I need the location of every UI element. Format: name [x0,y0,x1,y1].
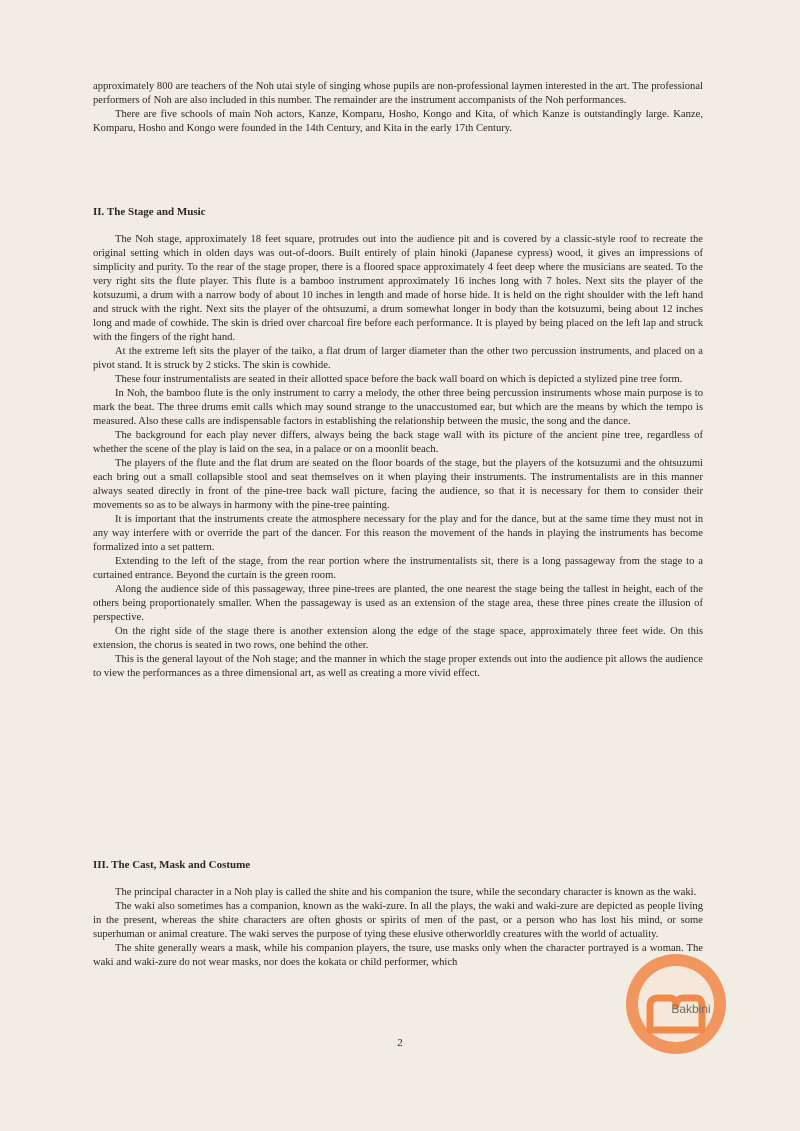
body-paragraph: The principal character in a Noh play is called the shite and his companion the tsure, while the secondary character is known as the waki. [115,887,697,898]
body-paragraph: approximately 800 are teachers of the Noh utai style of singing whose pupils are non-professional laymen interested in the art. The professional performers of Noh are also included in this number. The remainder are the instrument accompanists of the Noh performances. [93,81,703,106]
body-paragraph: At the extreme left sits the player of the taiko, a flat drum of larger diameter than the other two percussion instruments, and placed on a pivot stand. It is struck by 2 sticks. The skin is cowhide. [93,346,703,371]
watermark-logo [620,948,732,1060]
body-paragraph: On the right side of the stage there is another extension along the edge of the stage space, approximately three feet wide. On this extension, the chorus is seated in two rows, one behind the other. [93,626,703,651]
body-paragraph: The waki also sometimes has a companion, known as the waki-zure. In all the plays, the waki and waki-zure are depicted as people living in the present, whereas the shite characters are often ghosts or spirits of men of the past, or a person who has lost his mind, or some superhuman or animal creature. The waki serves the purpose of tying these elusive otherworldly creatures with the world of actuality. [93,901,703,940]
body-paragraph: The shite generally wears a mask, while his companion players, the tsure, use masks only when the character portrayed is a woman. The waki and waki-zure do not wear masks, nor does the kokata or child performer, which [93,943,703,968]
body-paragraph: In Noh, the bamboo flute is the only instrument to carry a melody, the other three being percussion instruments whose main purpose is to mark the beat. The three drums emit calls which may sound strange to the unaccustomed ear, but which are the means by which the tempo is measured. Also these calls are indispensable factors in establishing the relationship between the music, the song and the dance. [93,388,703,427]
body-paragraph: These four instrumentalists are seated in their allotted space before the back wall board on which is depicted a stylized pine tree form. [115,374,683,385]
page-number: 2 [397,1037,403,1049]
section-heading: II. The Stage and Music [93,206,206,218]
body-paragraph: The players of the flute and the flat drum are seated on the floor boards of the stage, but the players of the kotsuzumi and the ohtsuzumi each bring out a small collapsible stool and seat themselves on it when playing their instruments. The instrumentalists are in this manner always seated directly in front of the pine-tree back wall picture, facing the audience, so that it is necessary for them to consider their movements so as to be always in harmony with the pine-tree painting. [93,458,703,511]
body-paragraph: It is important that the instruments create the atmosphere necessary for the play and for the dance, but at the same time they must not in any way interfere with or override the part of the dancer. For this reason the movement of the hands in playing the instruments has become formalized into a set pattern. [93,514,703,553]
body-paragraph: There are five schools of main Noh actors, Kanze, Komparu, Hosho, Kongo and Kita, of which Kanze is outstandingly large. Kanze, Komparu, Hosho and Kongo were founded in the 14th Century, and Kita in the early 17th Century. [93,109,703,134]
body-paragraph: Extending to the left of the stage, from the rear portion where the instrumentalists sit, there is a long passageway from the stage to a curtained entrance. Beyond the curtain is the green room. [93,556,703,581]
body-paragraph: Along the audience side of this passageway, three pine-trees are planted, the one nearest the stage being the tallest in height, each of the others being proportionately smaller. When the passageway is used as an extension of the stage area, these three pines create the illusion of perspective. [93,584,703,623]
intro-section [93,80,703,136]
watermark-text: Bakbini [671,1002,711,1016]
body-paragraph: This is the general layout of the Noh stage; and the manner in which the stage proper extends out into the audience pit allows the audience to view the performances as a three dimensional art, as well as creating a more vivid effect. [93,654,703,679]
section-heading: III. The Cast, Mask and Costume [93,859,251,871]
body-paragraph: The Noh stage, approximately 18 feet square, protrudes out into the audience pit and is covered by a classic-style roof to recreate the original setting which in olden days was out-of-doors. Built entirely of plain hinoki (Japanese cypress) wood, it gives an impressions of simplicity and purity. To the rear of the stage proper, there is a floored space approximately 4 feet deep where the musicians are seated. To the very right sits the flute player. This flute is a bamboo instrument approximately 16 inches long with 7 holes. Next sits the player of the kotsuzumi, a drum with a narrow body of about 10 inches in length and made of horse hide. It is held on the right shoulder with the left hand and struck with the right. Next sits the player of the ohtsuzumi, a drum somewhat longer in body than the kotsuzumi, being about 12 inches long and made of cowhide. The skin is dried over charcoal fire before each performance. It is played by being placed on the left lap and struck with the fingers of the right hand. [93,234,703,343]
cast-mask-costume-section [93,858,703,970]
body-paragraph: The background for each play never differs, always being the back stage wall with its picture of the ancient pine tree, regardless of whether the scene of the play is laid on the sea, in a palace or on a moonlit beach. [93,430,703,455]
stage-and-music-section [93,205,703,681]
